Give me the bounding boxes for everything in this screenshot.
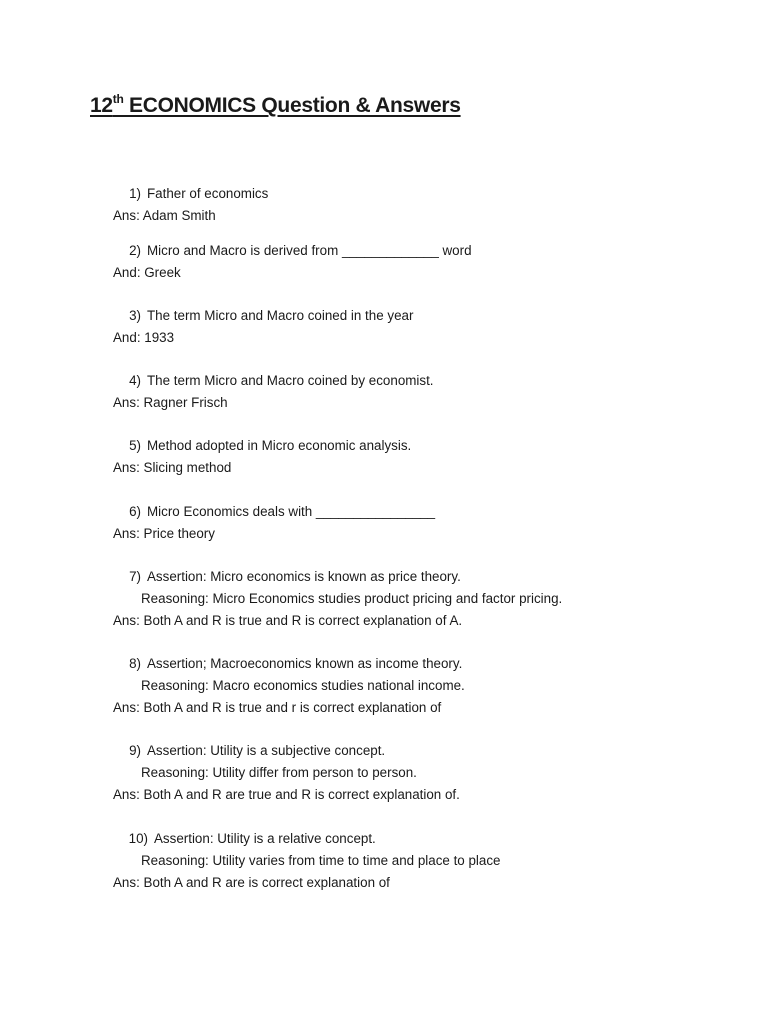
answer-8: Ans: Both A and R is true and r is correct explanation of [113,700,442,715]
answer-10: Ans: Both A and R are is correct explanation of [113,875,390,890]
reasoning-10: Reasoning: Utility varies from time to time and place to place [141,853,501,868]
answer-6: Ans: Price theory [113,526,215,541]
answer-4: Ans: Ragner Frisch [113,395,228,410]
answer-2: And: Greek [113,265,181,280]
question-3: 3) The term Micro and Macro coined in the year [129,308,414,323]
reasoning-9: Reasoning: Utility differ from person to person. [141,765,417,780]
reasoning-7: Reasoning: Micro Economics studies product pricing and factor pricing. [141,591,563,606]
question-5: 5) Method adopted in Micro economic analysis. [129,438,412,453]
question-9: 9) Assertion: Utility is a subjective concept. [129,743,386,758]
answer-5: Ans: Slicing method [113,460,232,475]
reasoning-8: Reasoning: Macro economics studies national income. [141,678,465,693]
question-6: 6) Micro Economics deals with ________________ [129,504,436,519]
answer-3: And: 1933 [113,330,175,345]
question-2: 2) Micro and Macro is derived from _____________ word [129,243,472,258]
page-title: 12th ECONOMICS Question & Answers [90,92,461,117]
answer-9: Ans: Both A and R are true and R is correct explanation of. [113,787,460,802]
question-7: 7) Assertion: Micro economics is known as price theory. [129,569,461,584]
question-10: 10) Assertion: Utility is a relative concept. [128,831,376,846]
question-8: 8) Assertion; Macroeconomics known as income theory. [129,656,463,671]
question-1: 1) Father of economics [129,186,269,201]
answer-1: Ans: Adam Smith [113,208,216,223]
question-4: 4) The term Micro and Macro coined by economist. [129,373,434,388]
answer-7: Ans: Both A and R is true and R is correct explanation of A. [113,613,463,628]
